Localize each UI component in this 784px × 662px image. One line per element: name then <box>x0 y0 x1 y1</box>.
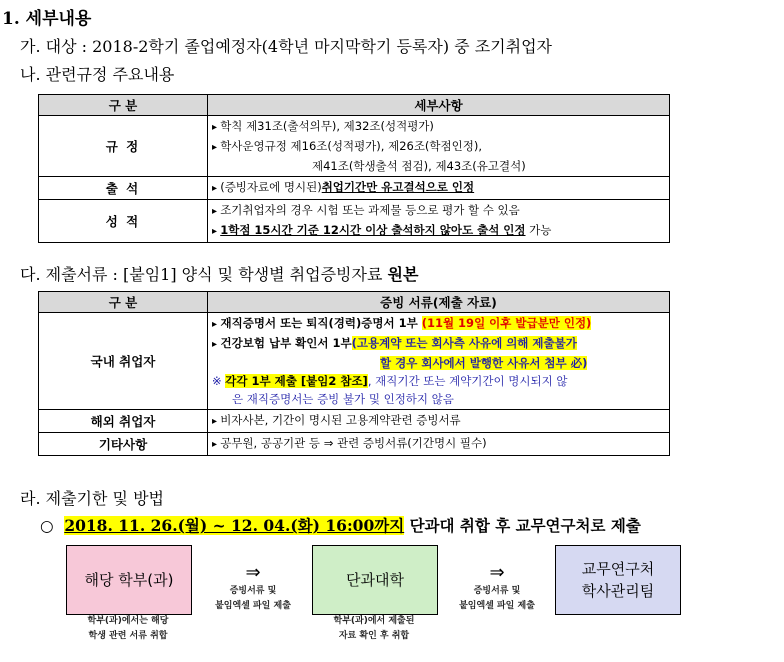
flow-box-college <box>312 545 438 615</box>
table-row <box>39 177 670 200</box>
domestic-doc-1: 재직증명서 또는 퇴직(경력)증명서 1부 <box>220 316 422 330</box>
deadline-bullet: ○ <box>40 516 54 535</box>
table2-header-category: 구 분 <box>39 292 208 313</box>
flow-note-line: 붙임엑셀 파일 제출 <box>459 601 535 611</box>
flow-note-line: 붙임엑셀 파일 제출 <box>215 601 291 611</box>
table1-header-detail: 세부사항 <box>208 95 670 116</box>
flow-note-line: 자료 확인 후 취합 <box>338 631 410 641</box>
flow-box-college-label: 단과대학 <box>346 571 404 589</box>
flow-box-office-line: 학사관리팀 <box>581 582 655 600</box>
grade-suffix: 가능 <box>525 223 552 237</box>
deadline-line <box>40 514 641 536</box>
domestic-doc-2-note-cont: 할 경우 회사에서 발행한 사유서 첨부 必) <box>380 356 588 370</box>
table-row <box>39 116 670 177</box>
etc-docs: ▸ 공무원, 공공기관 등 ⇒ 관련 증빙서류(기간명시 필수) <box>212 434 665 454</box>
row-label-attendance: 출 석 <box>39 177 208 200</box>
flow-note-line: 증빙서류 및 <box>229 586 277 596</box>
table2-header-docs: 증빙 서류(제출 자료) <box>208 292 670 313</box>
flow-note-line: 학생 관련 서류 취합 <box>88 631 168 641</box>
grade-rule: 1학점 15시간 기준 12시간 이상 출석하지 않아도 출석 인정 <box>220 223 526 237</box>
documents-heading-original: 원본 <box>387 265 419 284</box>
table-row <box>39 433 670 456</box>
row-label-overseas: 해외 취업자 <box>39 410 208 433</box>
note-text-cont: 은 재직증명서는 증빙 불가 및 인정하지 않음 <box>232 392 454 406</box>
flow-box-office-line: 교무연구처 <box>581 560 655 578</box>
documents-heading <box>20 262 418 285</box>
deadline-period: 2018. 11. 26.(월) ~ 12. 04.(화) 16:00까지 <box>64 516 405 535</box>
target-line: 가. 대상 : 2018-2학기 졸업예정자(4학년 마지막학기 등록자) 중 조기취업자 <box>20 37 552 56</box>
flow-note-line: 학부(과)에서는 해당 <box>87 616 169 626</box>
domestic-doc-2: 건강보험 납부 확인서 1부 <box>220 336 352 350</box>
table1-header-category: 구 분 <box>39 95 208 116</box>
flow-note-arrow1 <box>198 584 308 614</box>
table-row <box>39 200 670 243</box>
regulation-table <box>38 94 670 243</box>
flow-note-line: 학부(과)에서 제출된 <box>333 616 415 626</box>
row-label-etc: 기타사항 <box>39 433 208 456</box>
grade-line: ▸ 조기취업자의 경우 시험 또는 과제물 등으로 평가 할 수 있음 <box>212 201 665 221</box>
flow-note-arrow2 <box>442 584 552 614</box>
overseas-docs: ▸ 비자사본, 기간이 명시된 고용계약관련 증빙서류 <box>212 411 665 431</box>
row-label-regulation: 규 정 <box>39 116 208 177</box>
flow-box-department <box>66 545 192 615</box>
deadline-method: 단과대 취합 후 교무연구처로 제출 <box>404 516 641 535</box>
flow-note-college <box>306 614 442 644</box>
flow-box-academic-office <box>555 545 681 615</box>
regulation-heading: 나. 관련규정 주요내용 <box>20 65 175 84</box>
arrow-right-icon: ⇒ <box>245 562 261 583</box>
note-text: , 재직기간 또는 계약기간이 명시되지 않 <box>367 374 568 388</box>
flow-note-line: 증빙서류 및 <box>473 586 521 596</box>
attendance-rule: 취업기간만 유고결석으로 인정 <box>321 180 475 194</box>
domestic-doc-1-note: (11월 19일 이후 발급분만 인정) <box>421 316 592 330</box>
row-label-domestic: 국내 취업자 <box>39 313 208 410</box>
regulation-line: 제41조(학생출석 점검), 제43조(유고결석) <box>312 159 526 173</box>
documents-table <box>38 291 670 456</box>
regulation-line: ▸ 학사운영규정 제16조(성적평가), 제26조(학점인정), <box>212 137 665 157</box>
flow-note-department <box>60 614 196 644</box>
section-title: 1. 세부내용 <box>2 9 92 29</box>
attendance-prefix: (증빙자료에 명시된) <box>220 180 322 194</box>
flow-box-department-label: 해당 학부(과) <box>84 571 174 589</box>
table-row <box>39 410 670 433</box>
domestic-doc-2-note: (고용계약 또는 회사측 사유에 의해 제출불가 <box>351 336 577 350</box>
note-mark: ※ <box>212 374 226 388</box>
table-row <box>39 313 670 410</box>
row-label-grade: 성 적 <box>39 200 208 243</box>
documents-heading-text: 다. 제출서류 : [붙임1] 양식 및 학생별 취업증빙자료 <box>20 265 388 284</box>
note-highlight: 각각 1부 제출 [붙임2 참조] <box>225 374 368 388</box>
regulation-line: ▸ 학칙 제31조(출석의무), 제32조(성적평가) <box>212 117 665 137</box>
arrow-right-icon: ⇒ <box>489 562 505 583</box>
deadline-heading: 라. 제출기한 및 방법 <box>20 489 164 508</box>
